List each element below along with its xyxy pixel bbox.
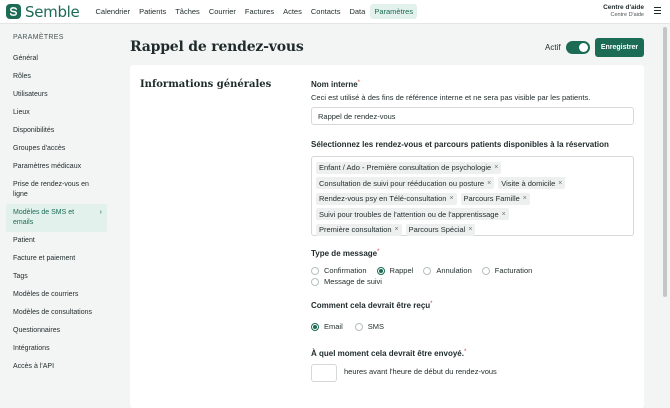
internal-name-label: Nom interne*: [311, 80, 361, 89]
timing-label: À quel moment cela devrait être envoyé.*: [311, 349, 467, 358]
sidebar-heading: PARAMÈTRES: [13, 34, 64, 41]
nav-link-contacts[interactable]: Contacts: [310, 7, 341, 16]
nav-link-actes[interactable]: Actes: [283, 7, 302, 16]
sidebar-item-parametres-medicaux[interactable]: [0, 158, 114, 176]
radio-label: Message de suivi: [324, 277, 382, 286]
sidebar-item-label: Groupes d'accès: [13, 145, 66, 152]
sidebar-item-label: Modèles de courriers: [13, 291, 79, 298]
remove-tag-icon[interactable]: ×: [522, 195, 527, 203]
tag-row: [316, 222, 629, 238]
nav-link-taches[interactable]: Tâches: [175, 7, 200, 16]
scrollbar-thumb[interactable]: [663, 27, 667, 297]
radio-label: Rappel: [389, 266, 414, 275]
sidebar-item-general[interactable]: [0, 50, 114, 68]
sidebar-item-label: Rôles: [13, 73, 31, 80]
sidebar-item-utilisateurs[interactable]: [0, 86, 114, 104]
save-button[interactable]: Enregistrer: [595, 38, 644, 57]
active-toggle[interactable]: [566, 41, 590, 54]
tag-label: Rendez-vous psy en Télé-consultation: [319, 194, 447, 204]
selected-tag: [316, 224, 402, 236]
chevron-right-icon: ›: [99, 209, 102, 216]
radio-button-icon: [482, 267, 490, 275]
radio-label: Email: [324, 322, 343, 331]
radio-button-icon: [311, 323, 319, 331]
help-center-link[interactable]: [603, 4, 644, 18]
tag-label: Consultation de suivi pour rééducation ou posture: [319, 178, 485, 188]
radio-label: Facturation: [494, 266, 533, 275]
main-content: [114, 25, 660, 408]
message-type-radio-group: [311, 265, 571, 287]
radio-email[interactable]: [311, 321, 343, 332]
radio-rappel[interactable]: [377, 265, 414, 276]
sidebar-item-modeles-de-consultations[interactable]: [0, 304, 114, 322]
nav-link-courrier[interactable]: Courrier: [208, 7, 236, 16]
sidebar-item-prise-de-rendez-vous-en-ligne[interactable]: [0, 176, 114, 204]
radio-facturation[interactable]: [482, 265, 533, 276]
sidebar-item-label: Prise de rendez-vous en ligne: [13, 181, 89, 198]
sidebar-item-modeles-de-sms-et-emails[interactable]: [6, 204, 107, 232]
tag-row: [316, 207, 629, 223]
tag-label: Parcours Famille: [463, 194, 520, 204]
tag-label: Enfant / Ado - Première consultation de psychologie: [319, 163, 492, 173]
nav-link-patients[interactable]: Patients: [139, 7, 167, 16]
radio-confirmation[interactable]: [311, 265, 367, 276]
sidebar-items: [0, 50, 114, 376]
bookables-multiselect[interactable]: [311, 156, 634, 236]
sidebar-item-facture-et-paiement[interactable]: [0, 250, 114, 268]
channel-radio-group: [311, 321, 571, 332]
active-label: Actif: [545, 43, 561, 52]
semble-logo-icon: [6, 4, 21, 19]
nav-link-parametres[interactable]: Paramètres: [370, 4, 417, 19]
sidebar-item-tags[interactable]: [0, 268, 114, 286]
sidebar-item-label: Utilisateurs: [13, 91, 48, 98]
sidebar-item-roles[interactable]: [0, 68, 114, 86]
bookables-label: Sélectionnez les rendez-vous et parcours patients disponibles à la réservation: [311, 140, 609, 149]
top-navigation: [0, 0, 670, 24]
tag-label: Visite à domicile: [501, 178, 556, 188]
help-title: Centre d'aide: [603, 4, 644, 11]
app-name: Semble: [25, 2, 80, 21]
section-title: Informations générales: [140, 79, 272, 90]
sidebar-item-label: Lieux: [13, 109, 30, 116]
radio-button-icon: [311, 278, 319, 286]
form-card: [130, 65, 644, 408]
sidebar-item-acces-a-l-api[interactable]: [0, 358, 114, 376]
selected-tag: [316, 162, 501, 174]
tag-row: [316, 191, 629, 207]
radio-button-icon: [423, 267, 431, 275]
selected-tag: [316, 193, 457, 205]
radio-message-de-suivi[interactable]: [311, 276, 382, 287]
page-scrollbar[interactable]: [662, 25, 668, 300]
sidebar-item-patient[interactable]: [0, 232, 114, 250]
sidebar-item-questionnaires[interactable]: [0, 322, 114, 340]
page-title: Rappel de rendez-vous: [130, 39, 304, 55]
nav-link-factures[interactable]: Factures: [244, 7, 275, 16]
radio-button-icon: [311, 267, 319, 275]
hours-before-suffix: heures avant l'heure de début du rendez-vous: [344, 367, 497, 376]
nav-links: [91, 0, 418, 24]
sidebar-item-label: Général: [13, 55, 38, 62]
tag-row: [316, 176, 629, 192]
remove-tag-icon[interactable]: ×: [501, 210, 506, 218]
toggle-knob: [579, 43, 588, 52]
radio-button-icon: [377, 267, 385, 275]
radio-label: SMS: [367, 322, 385, 331]
remove-tag-icon[interactable]: ×: [487, 179, 492, 187]
selected-tag: [406, 224, 476, 236]
sidebar-item-disponibilites[interactable]: [0, 122, 114, 140]
sidebar-item-groupes-d-acces[interactable]: [0, 140, 114, 158]
sidebar-item-label: Patient: [13, 237, 35, 244]
selected-tag: [316, 208, 509, 220]
sidebar-item-label: Accès à l'API: [13, 363, 55, 370]
hamburger-icon[interactable]: [654, 7, 662, 16]
sidebar-item-label: Disponibilités: [13, 127, 55, 134]
radio-sms[interactable]: [355, 321, 384, 332]
semble-logo[interactable]: [6, 3, 79, 21]
radio-label: Confirmation: [324, 266, 367, 275]
radio-label: Annulation: [436, 266, 472, 275]
tag-label: Parcours Spécial: [408, 225, 466, 235]
internal-name-input[interactable]: Rappel de rendez-vous: [311, 107, 634, 125]
remove-tag-icon[interactable]: ×: [494, 164, 499, 172]
sidebar-item-lieux[interactable]: [0, 104, 114, 122]
selected-tag: [461, 193, 530, 205]
remove-tag-icon[interactable]: ×: [394, 226, 399, 234]
channel-label: Comment cela devrait être reçu*: [311, 301, 433, 310]
internal-name-description: Ceci est utilisé à des fins de référence interne et ne sera pas visible par les patients.: [311, 93, 591, 102]
remove-tag-icon[interactable]: ×: [449, 195, 454, 203]
tag-label: Suivi pour troubles de l'attention ou de l'apprentissage: [319, 209, 499, 219]
selected-tag: [316, 177, 494, 189]
remove-tag-icon[interactable]: ×: [468, 226, 473, 234]
nav-link-calendrier[interactable]: Calendrier: [95, 7, 131, 16]
sidebar-item-label: Tags: [13, 273, 28, 280]
help-subtitle: Centre D'aide: [610, 12, 644, 18]
sidebar-item-label: Paramètres médicaux: [13, 163, 82, 170]
sidebar-item-label: Intégrations: [13, 345, 50, 352]
tag-row: [316, 160, 629, 176]
sidebar-item-label: Modèles de SMS et emails: [13, 209, 75, 226]
sidebar-item-label: Modèles de consultations: [13, 309, 92, 316]
settings-sidebar: [0, 25, 114, 408]
sidebar-item-label: Facture et paiement: [13, 255, 76, 262]
message-type-label: Type de message*: [311, 249, 380, 258]
radio-button-icon: [355, 323, 363, 331]
sidebar-item-label: Questionnaires: [13, 327, 61, 334]
sidebar-item-modeles-de-courriers[interactable]: [0, 286, 114, 304]
sidebar-item-integrations[interactable]: [0, 340, 114, 358]
remove-tag-icon[interactable]: ×: [558, 179, 563, 187]
nav-link-data[interactable]: Data: [349, 7, 366, 16]
selected-tag: [498, 177, 565, 189]
tag-label: Première consultation: [319, 225, 392, 235]
radio-annulation[interactable]: [423, 265, 471, 276]
hours-before-input[interactable]: [311, 364, 337, 382]
